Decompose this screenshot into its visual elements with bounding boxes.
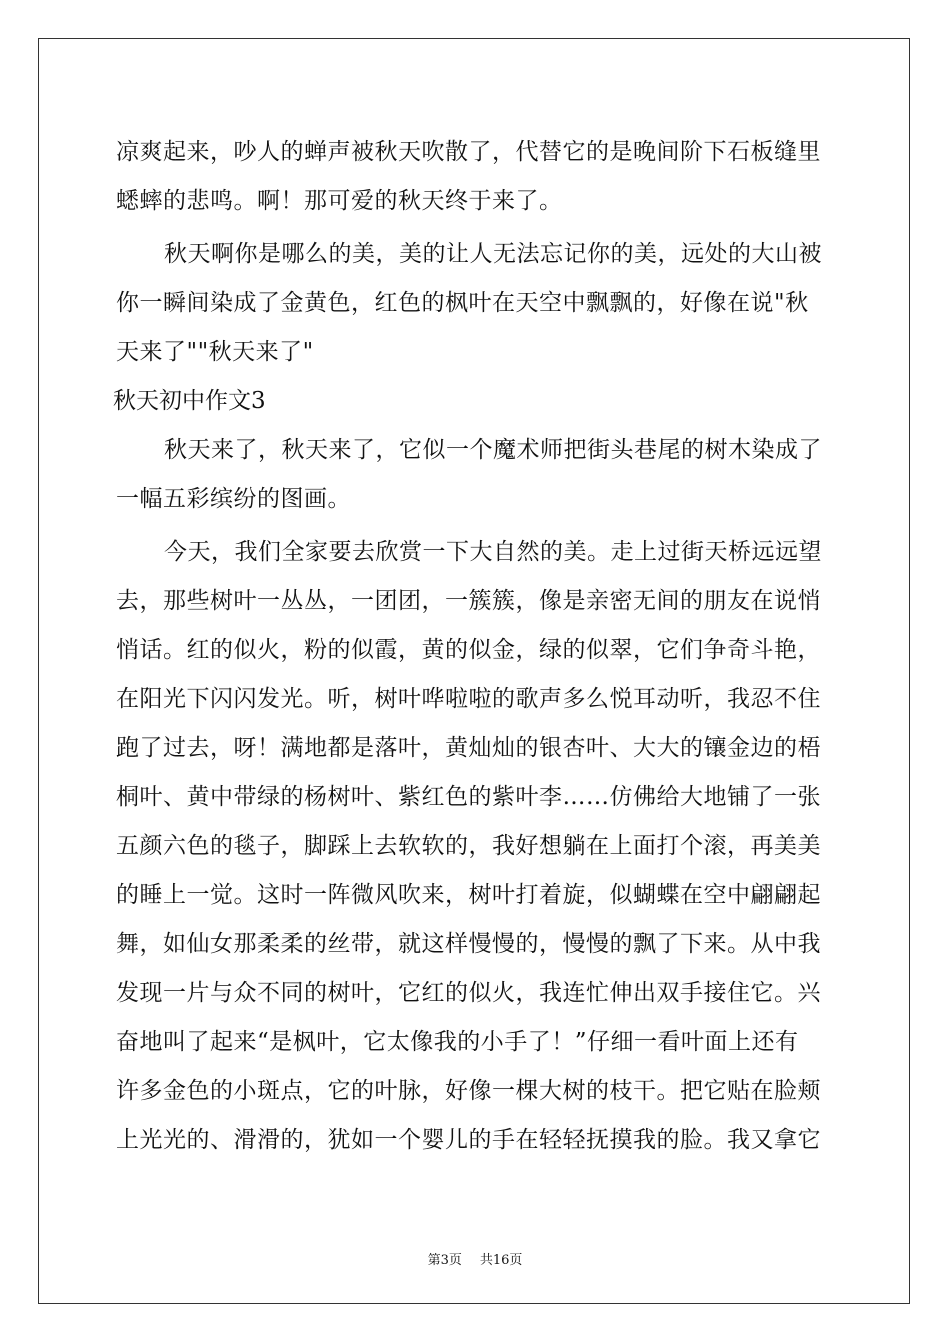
paragraph bbox=[116, 426, 834, 524]
text-line: 桐叶、黄中带绿的杨树叶、紫红色的紫叶李……仿佛给大地铺了一张 bbox=[116, 784, 821, 810]
text-line: 今天，我们全家要去欣赏一下大自然的美。走上过街天桥远远望 bbox=[164, 539, 822, 565]
text-line: 蟋蟀的悲鸣。啊！那可爱的秋天终于来了。 bbox=[116, 188, 563, 214]
section-heading: 秋天初中作文3 bbox=[113, 388, 266, 414]
text-line: 秋天来了，秋天来了，它似一个魔术师把街头巷尾的树木染成了 bbox=[164, 437, 822, 463]
text-line: 凉爽起来，吵人的蝉声被秋天吹散了，代替它的是晚间阶下石板缝里 bbox=[116, 139, 821, 165]
text-line: 五颜六色的毯子，脚踩上去软软的，我好想躺在上面打个滚，再美美 bbox=[116, 833, 821, 859]
text-line: 的睡上一觉。这时一阵微风吹来，树叶打着旋，似蝴蝶在空中翩翩起 bbox=[116, 882, 821, 908]
page-number: 第3页 bbox=[427, 1253, 462, 1268]
paragraph bbox=[116, 230, 834, 377]
text-line: 许多金色的小斑点，它的叶脉，好像一棵大树的枝干。把它贴在脸颊 bbox=[116, 1078, 821, 1104]
text-line: 奋地叫了起来“是枫叶，它太像我的小手了！”仔细一看叶面上还有 bbox=[116, 1029, 799, 1055]
text-line: 在阳光下闪闪发光。听，树叶哗啦啦的歌声多么悦耳动听，我忍不住 bbox=[116, 686, 821, 712]
text-line: 上光光的、滑滑的，犹如一个婴儿的手在轻轻抚摸我的脸。我又拿它 bbox=[116, 1127, 821, 1153]
text-line: 悄话。红的似火，粉的似霞，黄的似金，绿的似翠，它们争奇斗艳， bbox=[116, 637, 821, 663]
text-line: 你一瞬间染成了金黄色，红色的枫叶在天空中飘飘的，好像在说"秋 bbox=[116, 290, 809, 316]
text-line: 一幅五彩缤纷的图画。 bbox=[116, 486, 351, 512]
text-line: 秋天啊你是哪么的美，美的让人无法忘记你的美，远处的大山被 bbox=[164, 241, 822, 267]
page-total: 共16页 bbox=[479, 1253, 523, 1268]
paragraph bbox=[116, 528, 834, 1165]
paragraph bbox=[116, 128, 834, 226]
text-line: 天来了""秋天来了" bbox=[116, 339, 314, 365]
document-body bbox=[113, 128, 834, 1165]
text-line: 去，那些树叶一丛丛，一团团，一簇簇，像是亲密无间的朋友在说悄 bbox=[116, 588, 821, 614]
text-line: 跑了过去，呀！满地都是落叶，黄灿灿的银杏叶、大大的镶金边的梧 bbox=[116, 735, 821, 761]
text-line: 舞，如仙女那柔柔的丝带，就这样慢慢的，慢慢的飘了下来。从中我 bbox=[116, 931, 821, 957]
page-footer bbox=[0, 1249, 950, 1268]
text-line: 发现一片与众不同的树叶，它红的似火，我连忙伸出双手接住它。兴 bbox=[116, 980, 821, 1006]
